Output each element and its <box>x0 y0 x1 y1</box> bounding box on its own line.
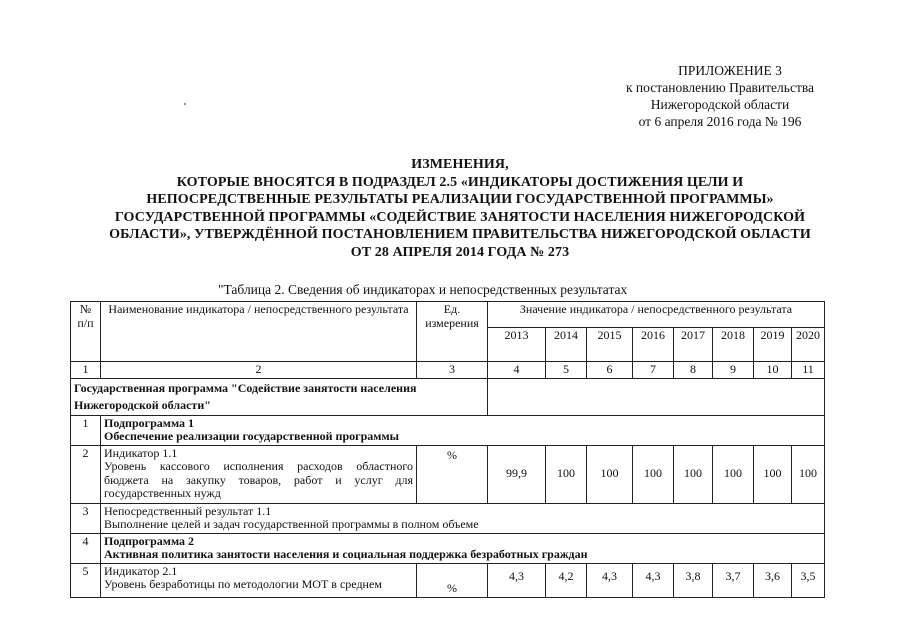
year-cell: 2013 <box>488 328 546 362</box>
row-description: Уровень безработицы по методологии МОТ в среднем <box>104 577 382 591</box>
column-numbers-row <box>71 362 825 379</box>
value-cell: 4,3 <box>488 563 546 597</box>
row-num: 3 <box>71 503 101 533</box>
year-cell: 2015 <box>587 328 633 362</box>
indicator-1-1-cell <box>101 445 417 503</box>
year-cell: 2017 <box>674 328 713 362</box>
indicators-table <box>70 301 825 598</box>
header-line-5: ОБЛАСТИ», УТВЕРЖДЁННОЙ ПОСТАНОВЛЕНИЕМ ПРАВИТЕЛЬСТВА НИЖЕГОРОДСКОЙ ОБЛАСТИ <box>109 227 811 242</box>
row-title: Непосредственный результат 1.1 <box>104 503 272 518</box>
year-cell: 2020 <box>792 328 825 362</box>
header-name: Наименование индикатора / непосредственного результата <box>101 302 417 362</box>
col-number: 11 <box>792 362 825 379</box>
col-number: 5 <box>546 362 587 379</box>
col-number: 7 <box>633 362 674 379</box>
row-num: 4 <box>71 533 101 563</box>
col-number: 3 <box>417 362 488 379</box>
row-num: 5 <box>71 563 101 597</box>
appendix-title: ПРИЛОЖЕНИЕ 3 <box>678 63 782 78</box>
row-title: Подпрограмма 2 <box>104 533 195 548</box>
program-title-row <box>71 378 825 415</box>
col-number: 8 <box>674 362 713 379</box>
table-row <box>71 533 825 563</box>
value-cell: 100 <box>674 445 713 503</box>
value-cell: 100 <box>546 445 587 503</box>
value-cell: 3,6 <box>754 563 792 597</box>
header-line-6: ОТ 28 АПРЕЛЯ 2014 ГОДА № 273 <box>350 244 570 260</box>
table-row <box>71 445 825 503</box>
table-row <box>71 503 825 533</box>
appendix-line-3: от 6 апреля 2016 года № 196 <box>638 114 802 129</box>
row-subtitle: Обеспечение реализации государственной программы <box>104 429 399 443</box>
col-number: 1 <box>71 362 101 379</box>
header-line-3: НЕПОСРЕДСТВЕННЫЕ РЕЗУЛЬТАТЫ РЕАЛИЗАЦИИ ГОСУДАРСТВЕННОЙ ПРОГРАММЫ» <box>146 192 774 207</box>
col-number: 4 <box>488 362 546 379</box>
subprogram-1-cell <box>101 415 825 445</box>
header-line-2: КОТОРЫЕ ВНОСЯТСЯ В ПОДРАЗДЕЛ 2.5 «ИНДИКАТОРЫ ДОСТИЖЕНИЯ ЦЕЛИ И <box>176 174 744 190</box>
value-cell: 99,9 <box>488 445 546 503</box>
year-cell: 2014 <box>546 328 587 362</box>
row-unit: % <box>417 445 488 503</box>
value-cell: 4,2 <box>546 563 587 597</box>
value-cell: 4,3 <box>587 563 633 597</box>
result-1-1-cell <box>101 503 825 533</box>
col-number: 2 <box>101 362 417 379</box>
table-header-row <box>71 302 825 328</box>
value-cell: 100 <box>792 445 825 503</box>
year-cell: 2019 <box>754 328 792 362</box>
col-number: 10 <box>754 362 792 379</box>
table-caption: "Таблица 2. Сведения об индикаторах и непосредственных результатах <box>218 282 628 297</box>
document-header <box>60 156 860 261</box>
row-num: 2 <box>71 445 101 503</box>
header-line-4: ГОСУДАРСТВЕННОЙ ПРОГРАММЫ «СОДЕЙСТВИЕ ЗАНЯТОСТИ НАСЕЛЕНИЯ НИЖЕГОРОДСКОЙ <box>114 209 806 225</box>
row-title: Индикатор 2.1 <box>104 563 178 578</box>
value-cell: 4,3 <box>633 563 674 597</box>
value-cell: 100 <box>754 445 792 503</box>
value-cell: 100 <box>587 445 633 503</box>
program-title-empty <box>488 378 825 415</box>
scan-speck <box>184 103 186 105</box>
value-cell: 100 <box>713 445 754 503</box>
col-number: 9 <box>713 362 754 379</box>
row-description: Уровень кассового исполнения расходов областного бюджета на закупку товаров, работ и услуг для государственных нужд <box>104 459 413 500</box>
year-cell: 2018 <box>713 328 754 362</box>
header-unit: Ед. измерения <box>417 302 488 362</box>
value-cell: 3,8 <box>674 563 713 597</box>
value-cell: 3,5 <box>792 563 825 597</box>
appendix-line-2: Нижегородской области <box>650 97 790 112</box>
header-line-1: ИЗМЕНЕНИЯ, <box>411 157 509 172</box>
table-row <box>71 415 825 445</box>
row-num: 1 <box>71 415 101 445</box>
value-cell: 3,7 <box>713 563 754 597</box>
value-cell: 100 <box>633 445 674 503</box>
row-title: Индикатор 1.1 <box>104 445 178 460</box>
table-row <box>71 563 825 597</box>
header-num: № п/п <box>71 302 101 362</box>
row-unit: % <box>417 563 488 597</box>
row-subtitle: Активная политика занятости населения и социальная поддержка безработных граждан <box>104 547 588 561</box>
program-title: Государственная программа "Содействие занятости населения Нижегородской области" <box>71 378 488 415</box>
header-values: Значение индикатора / непосредственного результата <box>488 302 825 328</box>
row-subtitle: Выполнение целей и задач государственной программы в полном объеме <box>104 517 479 531</box>
appendix-line-1: к постановлению Правительства <box>625 80 815 95</box>
row-title: Подпрограмма 1 <box>104 415 195 430</box>
indicator-2-1-cell <box>101 563 417 597</box>
col-number: 6 <box>587 362 633 379</box>
year-cell: 2016 <box>633 328 674 362</box>
appendix-block <box>600 62 840 130</box>
subprogram-2-cell <box>101 533 825 563</box>
